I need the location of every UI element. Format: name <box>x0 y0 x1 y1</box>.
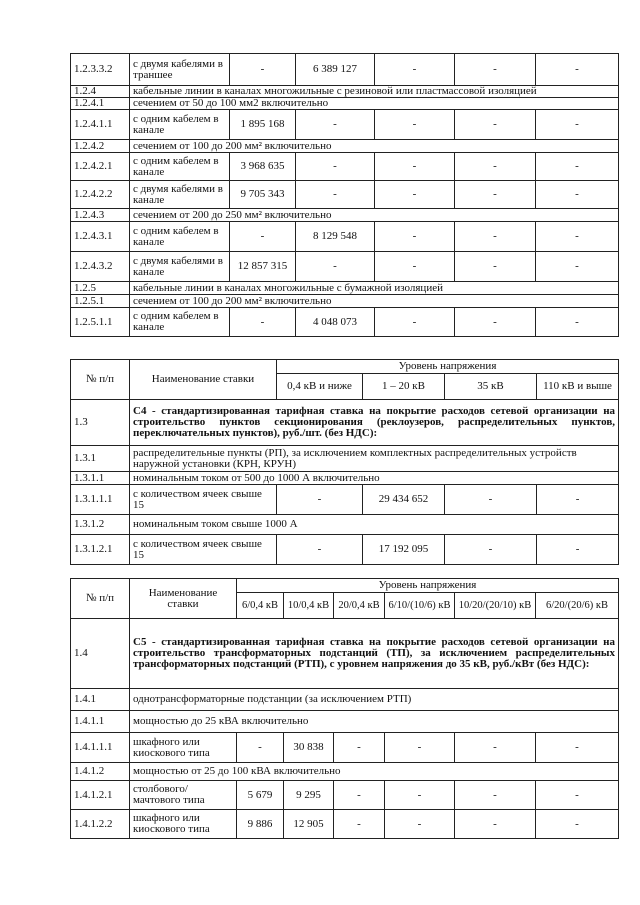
value-cell: 30 838 <box>284 733 334 763</box>
table-row <box>71 472 619 485</box>
value-cell: - <box>536 110 619 140</box>
row-name: с количеством ячеек свыше 15 <box>130 535 277 565</box>
row-name: с двумя кабелями в канале <box>130 252 230 282</box>
value-cell: 9 705 343 <box>230 181 296 209</box>
value-cell: - <box>375 181 455 209</box>
value-cell: - <box>296 252 375 282</box>
header-number: № п/п <box>71 579 130 619</box>
value-cell: - <box>536 781 619 810</box>
value-cell: - <box>536 252 619 282</box>
header-voltage-col: 35 кВ <box>445 374 537 400</box>
table-row <box>71 222 619 252</box>
value-cell: - <box>455 181 536 209</box>
table-row <box>71 181 619 209</box>
table-row <box>71 515 619 535</box>
row-text: мощностью до 25 кВА включительно <box>130 711 619 733</box>
row-number: 1.2.4.3.1 <box>71 222 130 252</box>
value-cell: - <box>277 535 363 565</box>
row-number: 1.2.4.3.2 <box>71 252 130 282</box>
row-name: с одним кабелем в канале <box>130 308 230 337</box>
row-name: столбового/ мачтового типа <box>130 781 237 810</box>
value-cell: - <box>455 54 536 86</box>
header-voltage-col: 10/0,4 кВ <box>284 593 334 619</box>
value-cell: - <box>385 781 455 810</box>
row-number: 1.4.1 <box>71 689 130 711</box>
sectioning-points-table <box>70 359 619 565</box>
row-number: 1.4.1.1.1 <box>71 733 130 763</box>
value-cell: - <box>536 810 619 839</box>
row-name: с одним кабелем в канале <box>130 110 230 140</box>
header-voltage-col: 6/0,4 кВ <box>237 593 284 619</box>
header-voltage-col: 6/10/(10/6) кВ <box>385 593 455 619</box>
value-cell: - <box>455 222 536 252</box>
header-name: Наименование ставки <box>130 360 277 400</box>
value-cell: - <box>385 733 455 763</box>
row-text: сечением от 50 до 100 мм2 включительно <box>130 98 619 110</box>
value-cell: - <box>334 781 385 810</box>
transformer-substations-header <box>71 579 619 619</box>
value-cell: - <box>375 222 455 252</box>
value-cell: - <box>455 781 536 810</box>
table-row <box>71 140 619 153</box>
header-voltage-col: 1 – 20 кВ <box>363 374 445 400</box>
table-row <box>71 810 619 839</box>
row-number: 1.3.1.2.1 <box>71 535 130 565</box>
table-row <box>71 733 619 763</box>
table-row <box>71 153 619 181</box>
value-cell: - <box>237 733 284 763</box>
value-cell: - <box>296 181 375 209</box>
transformer-substations-body <box>71 619 619 839</box>
value-cell: - <box>375 308 455 337</box>
value-cell: 4 048 073 <box>296 308 375 337</box>
row-number: 1.2.4.1 <box>71 98 130 110</box>
value-cell: 1 895 168 <box>230 110 296 140</box>
row-text: однотрансформаторные подстанции (за исключением РТП) <box>130 689 619 711</box>
value-cell: - <box>277 485 363 515</box>
sectioning-points-body <box>71 400 619 565</box>
value-cell: - <box>230 54 296 86</box>
value-cell: - <box>455 252 536 282</box>
row-text: сечением от 100 до 200 мм² включительно <box>130 140 619 153</box>
header-voltage-col: 10/20/(20/10) кВ <box>455 593 536 619</box>
value-cell: 3 968 635 <box>230 153 296 181</box>
header-number: № п/п <box>71 360 130 400</box>
header-row <box>71 360 619 374</box>
value-cell: - <box>375 110 455 140</box>
header-voltage-col: 6/20/(20/6) кВ <box>536 593 619 619</box>
row-number: 1.2.4.2.2 <box>71 181 130 209</box>
row-name: шкафного или киоскового типа <box>130 733 237 763</box>
sectioning-points-header <box>71 360 619 400</box>
table-row <box>71 54 619 86</box>
value-cell: - <box>537 485 619 515</box>
header-voltage-level: Уровень напряжения <box>277 360 619 374</box>
table-row <box>71 98 619 110</box>
value-cell: 29 434 652 <box>363 485 445 515</box>
row-number: 1.4.1.2 <box>71 763 130 781</box>
value-cell: - <box>536 54 619 86</box>
value-cell: - <box>296 110 375 140</box>
section-title: С5 - стандартизированная тарифная ставка на покрытие расходов сетевой организации на строительство трансформаторных подстанций (ТП), за исключением распределительных трансформаторных подстанций (РТП), с уровнем напряжения до 35 кВ, руб./кВт (без НДС): <box>130 619 619 689</box>
row-number: 1.2.5.1.1 <box>71 308 130 337</box>
value-cell: - <box>536 308 619 337</box>
value-cell: 9 886 <box>237 810 284 839</box>
value-cell: - <box>385 810 455 839</box>
value-cell: 12 857 315 <box>230 252 296 282</box>
row-number: 1.2.4.2.1 <box>71 153 130 181</box>
row-number: 1.3.1.1 <box>71 472 130 485</box>
row-number: 1.2.5.1 <box>71 295 130 308</box>
table-row <box>71 535 619 565</box>
row-number: 1.2.4 <box>71 86 130 98</box>
value-cell: - <box>375 153 455 181</box>
table-row <box>71 446 619 472</box>
value-cell: 8 129 548 <box>296 222 375 252</box>
value-cell: - <box>455 308 536 337</box>
row-number: 1.2.4.3 <box>71 209 130 222</box>
row-text: распределительные пункты (РП), за исключением комплектных распределительных устройств наружной установки (КРН, КРУН) <box>130 446 619 472</box>
header-voltage-col: 0,4 кВ и ниже <box>277 374 363 400</box>
value-cell: 6 389 127 <box>296 54 375 86</box>
row-number: 1.3 <box>71 400 130 446</box>
table-row <box>71 252 619 282</box>
row-number: 1.3.1.1.1 <box>71 485 130 515</box>
value-cell: - <box>455 153 536 181</box>
table-row <box>71 110 619 140</box>
value-cell: - <box>334 810 385 839</box>
value-cell: - <box>455 733 536 763</box>
row-text: мощностью от 25 до 100 кВА включительно <box>130 763 619 781</box>
value-cell: - <box>455 110 536 140</box>
row-number: 1.4.1.1 <box>71 711 130 733</box>
value-cell: - <box>375 54 455 86</box>
table-row <box>71 711 619 733</box>
value-cell: - <box>537 535 619 565</box>
value-cell: 9 295 <box>284 781 334 810</box>
row-text: номинальным током от 500 до 1000 А включительно <box>130 472 619 485</box>
value-cell: - <box>375 252 455 282</box>
row-name: с количеством ячеек свыше 15 <box>130 485 277 515</box>
row-name: с двумя кабелями в канале <box>130 181 230 209</box>
row-number: 1.2.5 <box>71 282 130 295</box>
row-name: с двумя кабелями в траншее <box>130 54 230 86</box>
row-number: 1.2.4.2 <box>71 140 130 153</box>
table-row <box>71 781 619 810</box>
row-name: с одним кабелем в канале <box>130 153 230 181</box>
value-cell: - <box>445 485 537 515</box>
row-name: с одним кабелем в канале <box>130 222 230 252</box>
header-row <box>71 579 619 593</box>
section-row <box>71 400 619 446</box>
row-number: 1.3.1 <box>71 446 130 472</box>
value-cell: 12 905 <box>284 810 334 839</box>
section-row <box>71 619 619 689</box>
row-name: шкафного или киоскового типа <box>130 810 237 839</box>
table-row <box>71 763 619 781</box>
value-cell: - <box>536 733 619 763</box>
row-text: номинальным током свыше 1000 А <box>130 515 619 535</box>
section-title: С4 - стандартизированная тарифная ставка на покрытие расходов сетевой организации на строительство пунктов секционирования (реклоузеров, распределительных пунктов, переключательных пунктов), руб./шт. (без НДС): <box>130 400 619 446</box>
value-cell: - <box>536 153 619 181</box>
value-cell: - <box>536 222 619 252</box>
row-number: 1.3.1.2 <box>71 515 130 535</box>
table-row <box>71 86 619 98</box>
table-row <box>71 308 619 337</box>
header-voltage-level: Уровень напряжения <box>237 579 619 593</box>
table-row <box>71 485 619 515</box>
header-voltage-col: 110 кВ и выше <box>537 374 619 400</box>
value-cell: - <box>445 535 537 565</box>
transformer-substations-table <box>70 578 619 839</box>
cable-lines-body <box>71 54 619 337</box>
header-name: Наименование ставки <box>130 579 237 619</box>
table-row <box>71 295 619 308</box>
row-text: сечением от 100 до 200 мм² включительно <box>130 295 619 308</box>
row-text: сечением от 200 до 250 мм² включительно <box>130 209 619 222</box>
value-cell: - <box>230 308 296 337</box>
value-cell: - <box>455 810 536 839</box>
table-row <box>71 689 619 711</box>
row-text: кабельные линии в каналах многожильные с резиновой или пластмассовой изоляцией <box>130 86 619 98</box>
row-number: 1.2.3.3.2 <box>71 54 130 86</box>
row-number: 1.4 <box>71 619 130 689</box>
value-cell: - <box>334 733 385 763</box>
value-cell: 17 192 095 <box>363 535 445 565</box>
row-text: кабельные линии в каналах многожильные с бумажной изоляцией <box>130 282 619 295</box>
value-cell: - <box>296 153 375 181</box>
header-voltage-col: 20/0,4 кВ <box>334 593 385 619</box>
table-row <box>71 209 619 222</box>
value-cell: - <box>230 222 296 252</box>
table-row <box>71 282 619 295</box>
row-number: 1.2.4.1.1 <box>71 110 130 140</box>
cable-lines-table <box>70 53 619 337</box>
row-number: 1.4.1.2.1 <box>71 781 130 810</box>
value-cell: 5 679 <box>237 781 284 810</box>
row-number: 1.4.1.2.2 <box>71 810 130 839</box>
value-cell: - <box>536 181 619 209</box>
